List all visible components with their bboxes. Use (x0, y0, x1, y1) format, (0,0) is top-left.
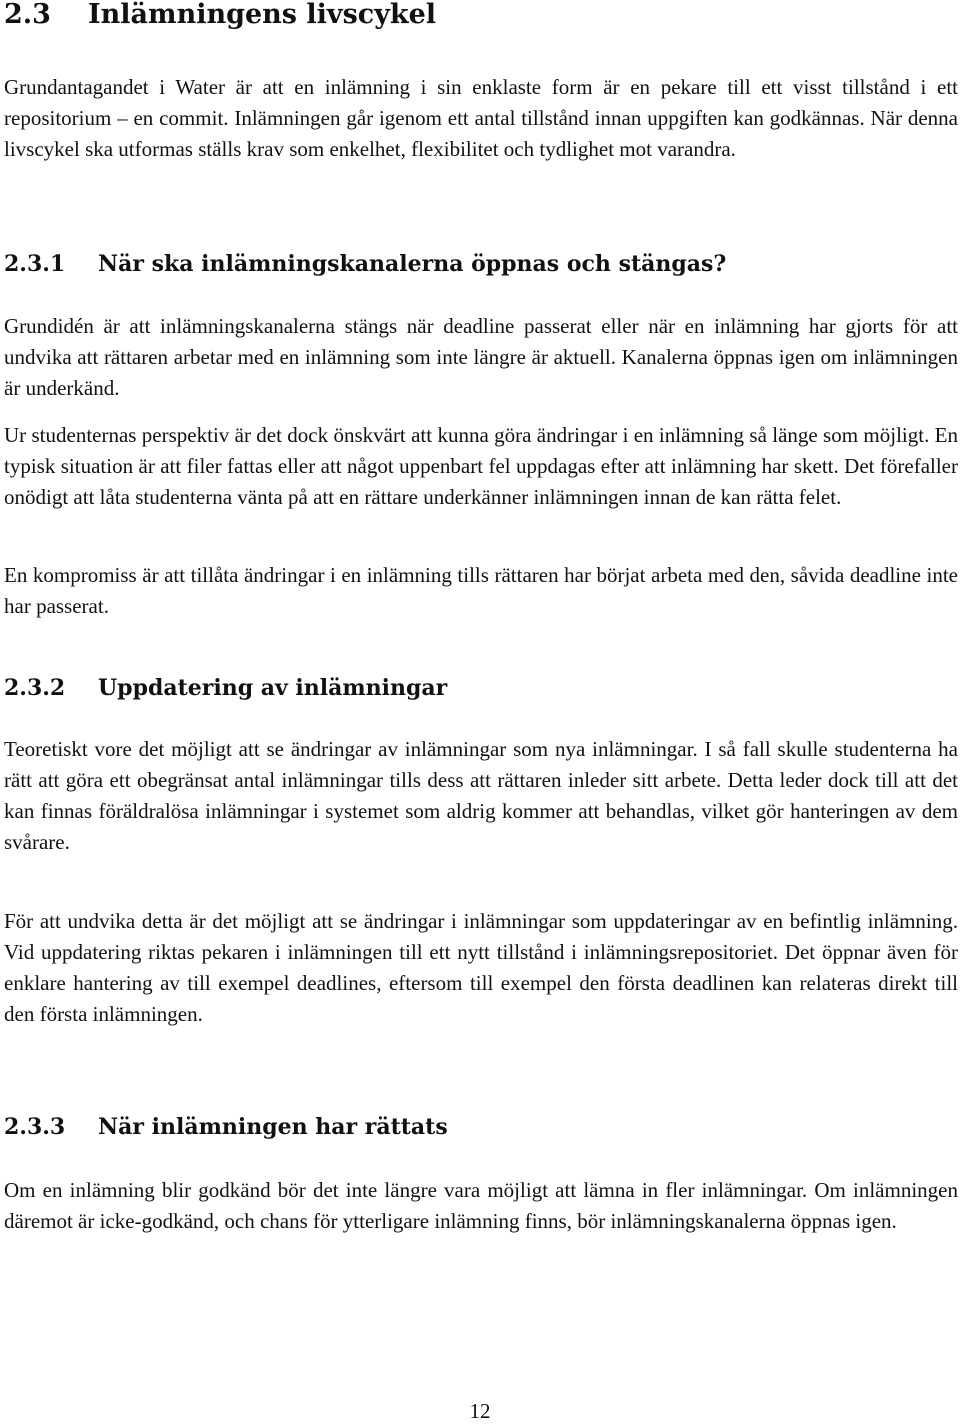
subsection-title: När inlämningen har rättats (98, 1114, 448, 1140)
body-paragraph: Ur studenternas perspektiv är det dock önskvärt att kunna göra ändringar i en inlämning så länge som möjligt. En typisk situation är att filer fattas eller att något uppenbart fel uppdagas efter att inlämning har skett. Det förefaller onödigt att låta studenterna vänta på att en rättare underkänner inlämningen innan de kan rätta felet. (4, 423, 958, 509)
subsection-title: Uppdatering av inlämningar (98, 675, 448, 701)
section-intro-paragraph: Grundantagandet i Water är att en inlämning i sin enklaste form är en pekare till ett visst tillstånd i ett repositorium – en commit. Inlämningen går igenom ett antal tillstånd innan uppgiften kan godkännas. När denna livscykel ska utformas ställs krav som enkelhet, flexibilitet och tydlighet mot varandra. (4, 75, 958, 161)
document-page (4, 0, 958, 1422)
body-paragraph: En kompromiss är att tillåta ändringar i en inlämning tills rättaren har börjat arbeta med den, såvida deadline inte har passerat. (4, 563, 958, 618)
subsection-number: 2.3.2 (4, 675, 66, 701)
section-heading (4, 0, 436, 30)
subsection-title: När ska inlämningskanalerna öppnas och stängas? (98, 251, 727, 277)
page-number: 12 (469, 1399, 491, 1423)
subsection-heading (4, 674, 447, 702)
subsection-number: 2.3.1 (4, 251, 66, 277)
subsection-number: 2.3.3 (4, 1114, 66, 1140)
body-paragraph: Teoretiskt vore det möjligt att se ändringar av inlämningar som nya inlämningar. I så fall skulle studenterna ha rätt att göra ett obegränsat antal inlämningar tills dess att rättaren inleder sitt arbete. Detta leder dock till att det kan finnas föräldralösa inlämningar i systemet som aldrig kommer att behandlas, vilket gör hanteringen av dem svårare. (4, 737, 958, 854)
body-paragraph: Om en inlämning blir godkänd bör det inte längre vara möjligt att lämna in fler inlämningar. Om inlämningen däremot är icke-godkänd, och chans för ytterligare inlämning finns, bör inlämningskanalerna öppnas igen. (4, 1178, 958, 1233)
subsection-heading (4, 1113, 448, 1141)
section-title: Inlämningens livscykel (88, 0, 437, 30)
subsection-heading (4, 250, 726, 278)
body-paragraph: För att undvika detta är det möjligt att se ändringar i inlämningar som uppdateringar av en befintlig inlämning. Vid uppdatering riktas pekaren i inlämningen till ett nytt tillstånd i inlämningsrepositoriet. Det öppnar även för enklare hantering av till exempel deadlines, eftersom till exempel den första deadlinen kan relateras direkt till den första inlämningen. (4, 909, 958, 1026)
body-paragraph: Grundidén är att inlämningskanalerna stängs när deadline passerat eller när en inlämning har gjorts för att undvika att rättaren arbetar med en inlämning som inte längre är aktuell. Kanalerna öppnas igen om inlämningen är underkänd. (4, 314, 958, 400)
section-number: 2.3 (4, 0, 51, 30)
